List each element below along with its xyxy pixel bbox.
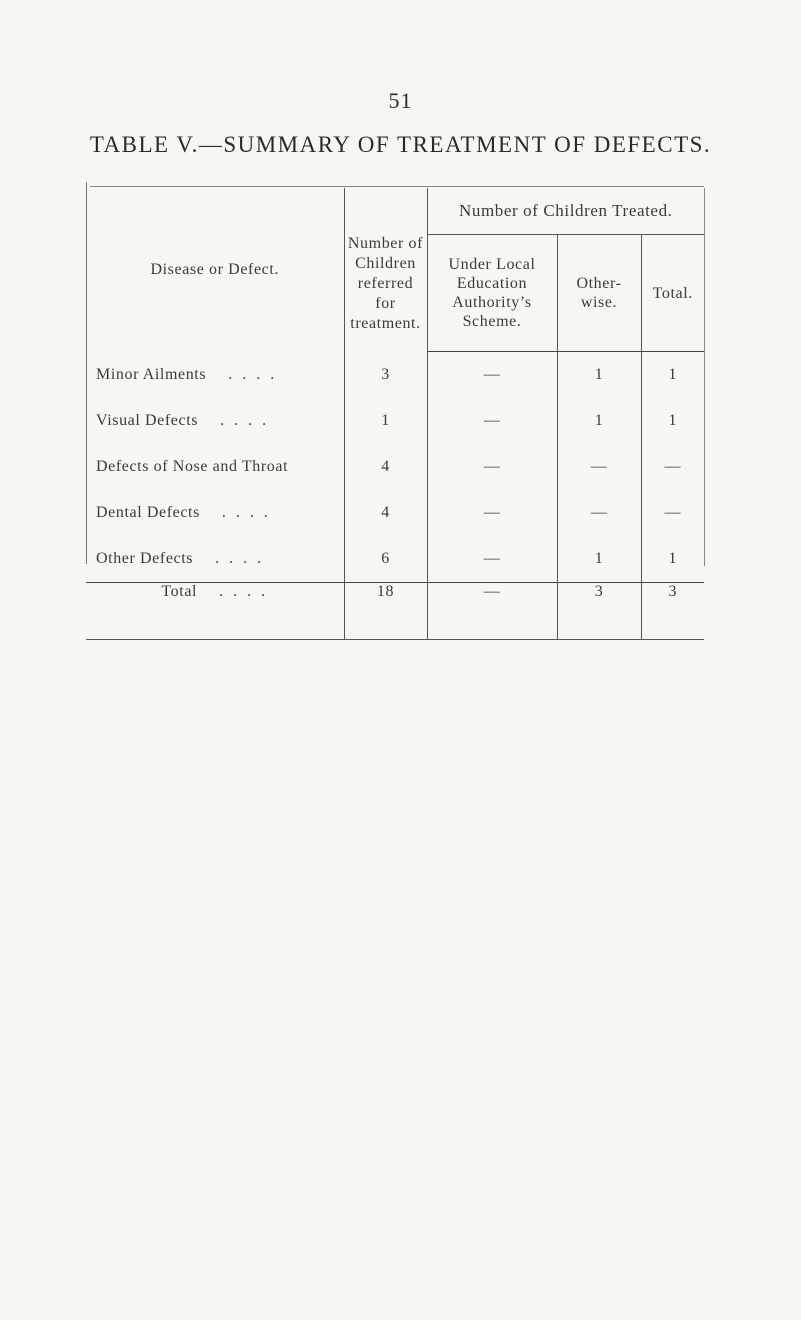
row-label-cell [86, 398, 344, 444]
row-label: Other Defects [96, 550, 194, 567]
total-row [86, 583, 704, 640]
table-row [86, 536, 704, 583]
row-label: Minor Ailments [96, 365, 207, 383]
cell-lea: — [427, 536, 557, 583]
total-label-cell [86, 583, 344, 640]
leader-dots: . . . . [215, 550, 265, 567]
table-title: TABLE V.—SUMMARY OF TREATMENT OF DEFECTS. [89, 132, 712, 157]
header-referred-line: for [375, 294, 396, 312]
table-row [86, 490, 704, 536]
page-number: 51 [388, 88, 413, 113]
header-lea-line: Authority’s [452, 294, 532, 311]
table-frame-top [90, 186, 704, 187]
cell-otherwise: 1 [557, 536, 641, 583]
row-label-cell [86, 444, 344, 490]
header-referred-line: treatment. [350, 314, 421, 332]
row-label: Visual Defects [96, 412, 199, 429]
cell-total: 1 [668, 550, 678, 567]
cell-otherwise: — [557, 490, 641, 536]
cell-otherwise: 1 [557, 352, 641, 399]
cell-lea: — [427, 352, 557, 399]
header-lea-line: Under Local [448, 256, 536, 273]
cell-otherwise: 1 [557, 398, 641, 444]
header-children-treated: Number of Children Treated. [427, 188, 704, 235]
cell-total: 1 [668, 366, 678, 383]
table-frame-right [704, 188, 705, 566]
cell-referred: 4 [344, 490, 427, 536]
leader-dots: . . . . [221, 504, 271, 521]
header-referred-line: Number of [347, 234, 424, 252]
cell-total: — [664, 504, 682, 521]
header-row-group [86, 188, 704, 235]
header-lea-line: Scheme. [462, 313, 522, 330]
leader-dots: . . . . [220, 412, 270, 429]
row-label: Dental Defects [96, 504, 200, 521]
row-label-cell [86, 536, 344, 583]
header-referred-line: referred [357, 274, 414, 292]
table-row [86, 352, 704, 399]
total-otherwise: 3 [557, 583, 641, 640]
cell-lea: — [427, 398, 557, 444]
cell-lea: — [427, 490, 557, 536]
cell-referred: 6 [344, 536, 427, 583]
header-total: Total. [641, 235, 704, 352]
table-row [86, 398, 704, 444]
cell-otherwise: — [557, 444, 641, 490]
header-referred-line: Children [355, 254, 416, 272]
row-label-cell [86, 352, 344, 399]
cell-referred: 3 [344, 352, 427, 399]
cell-referred: 1 [344, 398, 427, 444]
total-referred: 18 [344, 583, 427, 640]
header-otherwise-line: wise. [580, 294, 618, 311]
defects-summary-table [86, 188, 704, 640]
leader-dots: . . . . [219, 583, 269, 600]
header-otherwise [557, 235, 641, 352]
cell-total: 1 [668, 412, 678, 429]
total-label: Total [161, 583, 198, 600]
header-lea-scheme [427, 235, 557, 352]
header-lea-line: Education [456, 275, 528, 292]
row-label-cell [86, 490, 344, 536]
header-disease: Disease or Defect. [86, 188, 344, 352]
cell-referred: 4 [344, 444, 427, 490]
leader-dots: . . . . [228, 365, 278, 383]
header-otherwise-line: Other- [576, 275, 622, 292]
table-row [86, 444, 704, 490]
total-lea: — [427, 583, 557, 640]
cell-total: — [664, 458, 682, 475]
cell-lea: — [427, 444, 557, 490]
total-total: 3 [641, 583, 704, 640]
header-referred [344, 188, 427, 352]
row-label: Defects of Nose and Throat [96, 458, 289, 475]
